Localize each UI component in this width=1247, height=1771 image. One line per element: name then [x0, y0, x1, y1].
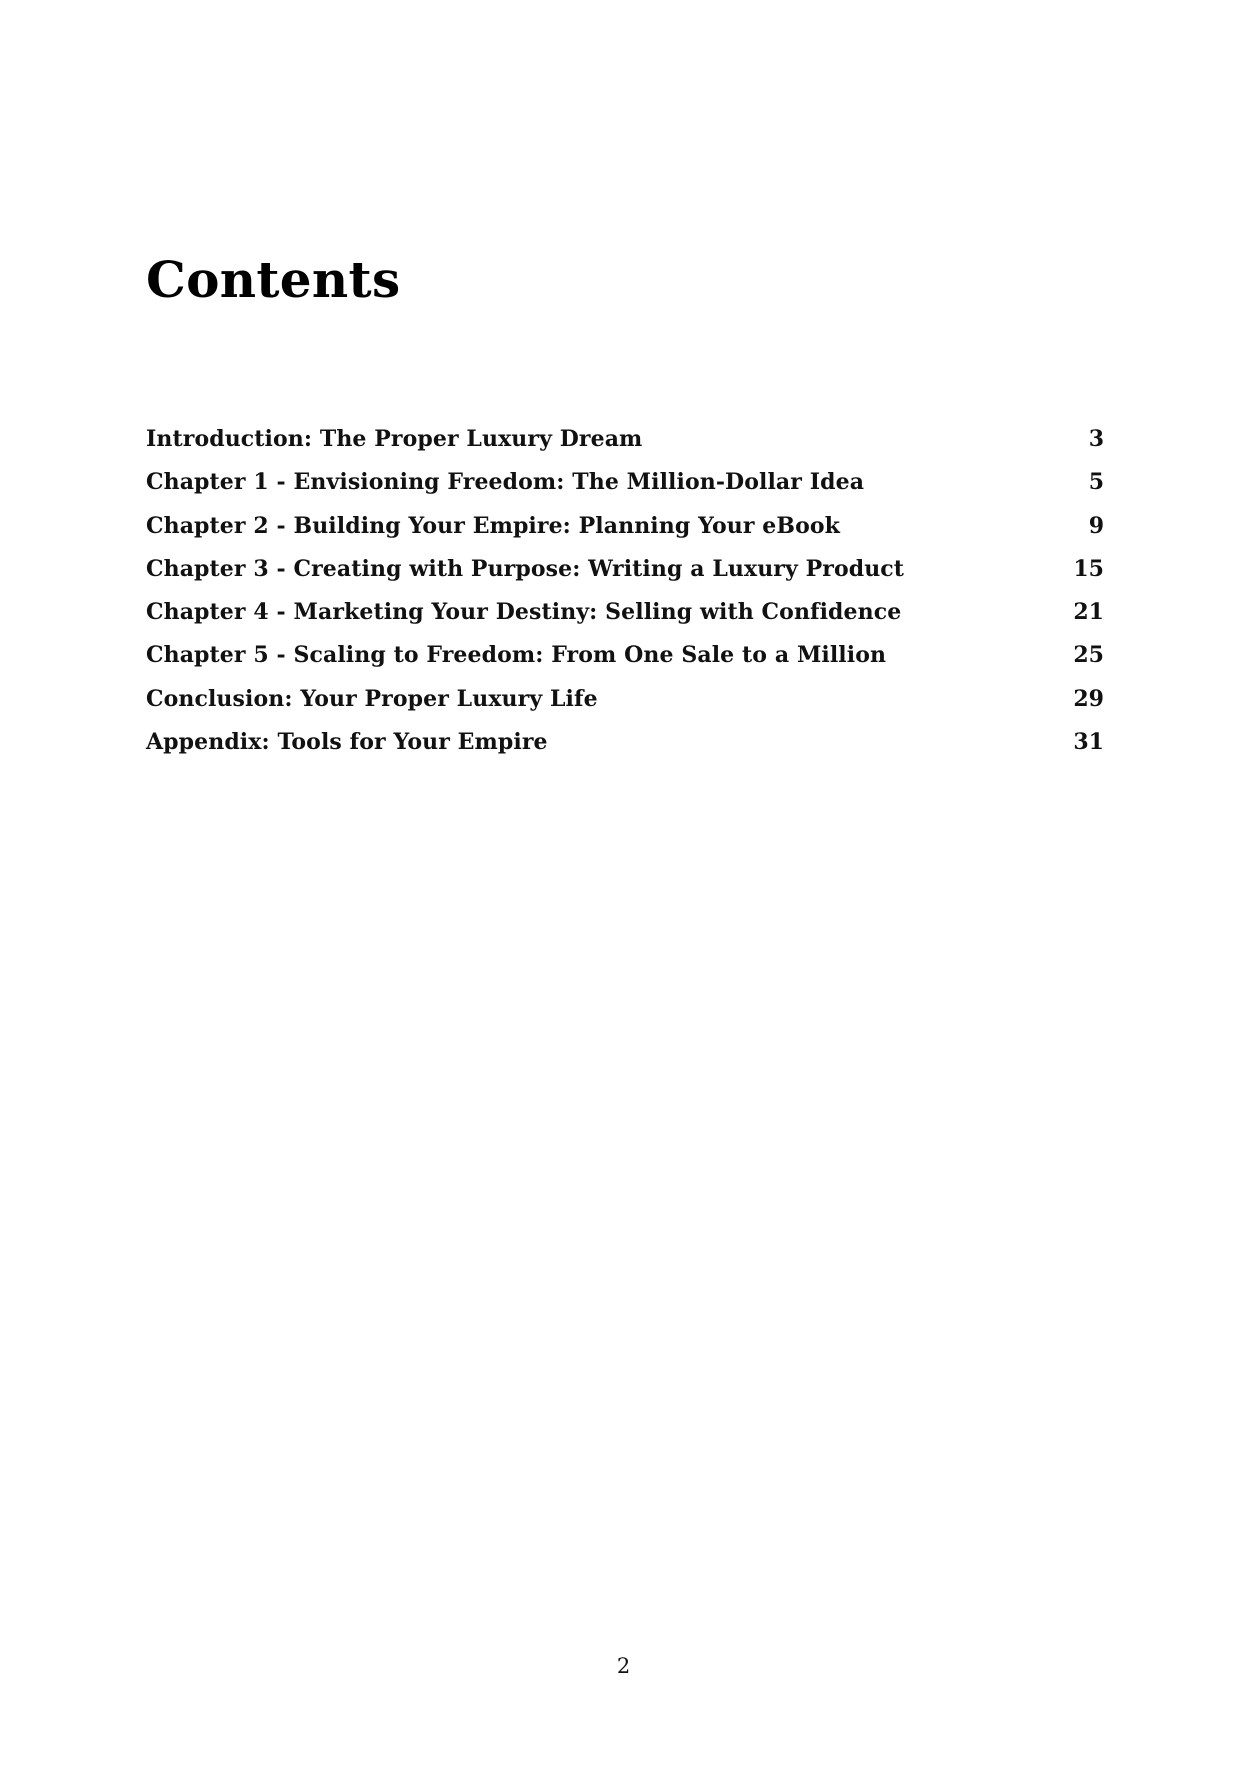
toc-entry-appendix[interactable] — [146, 721, 1104, 764]
toc-entry-title: Introduction: The Proper Luxury Dream — [146, 426, 643, 452]
toc-entry-introduction[interactable] — [146, 418, 1104, 461]
toc-entry-conclusion[interactable] — [146, 678, 1104, 721]
toc-entry-page: 5 — [1088, 469, 1104, 496]
toc-entry-title: Appendix: Tools for Your Empire — [146, 729, 548, 756]
toc-entry-title: Chapter 2 - Building Your Empire: Planning Your eBook — [146, 512, 840, 539]
toc-entry-chapter-4[interactable] — [146, 591, 1104, 634]
toc-entry-page: 15 — [1073, 555, 1104, 582]
toc-entry-page: 3 — [1088, 426, 1104, 452]
toc-entry-page: 25 — [1073, 642, 1104, 669]
table-of-contents — [146, 418, 1104, 764]
toc-entry-title: Chapter 4 - Marketing Your Destiny: Selling with Confidence — [146, 599, 902, 626]
toc-entry-page: 31 — [1073, 729, 1104, 756]
toc-entry-title: Conclusion: Your Proper Luxury Life — [146, 685, 598, 712]
toc-entry-page: 29 — [1073, 685, 1104, 712]
toc-entry-chapter-3[interactable] — [146, 548, 1104, 591]
toc-entry-chapter-1[interactable] — [146, 461, 1104, 504]
toc-entry-title: Chapter 3 - Creating with Purpose: Writing a Luxury Product — [146, 555, 905, 582]
page-number: 2 — [616, 1654, 631, 1678]
toc-entry-chapter-5[interactable] — [146, 634, 1104, 677]
toc-entry-title: Chapter 5 - Scaling to Freedom: From One Sale to a Million — [146, 642, 887, 669]
contents-heading: Contents — [146, 250, 401, 309]
toc-entry-page: 21 — [1073, 599, 1104, 626]
toc-entry-page: 9 — [1088, 512, 1104, 539]
toc-entry-chapter-2[interactable] — [146, 505, 1104, 548]
toc-entry-title: Chapter 1 - Envisioning Freedom: The Million-Dollar Idea — [146, 469, 865, 496]
